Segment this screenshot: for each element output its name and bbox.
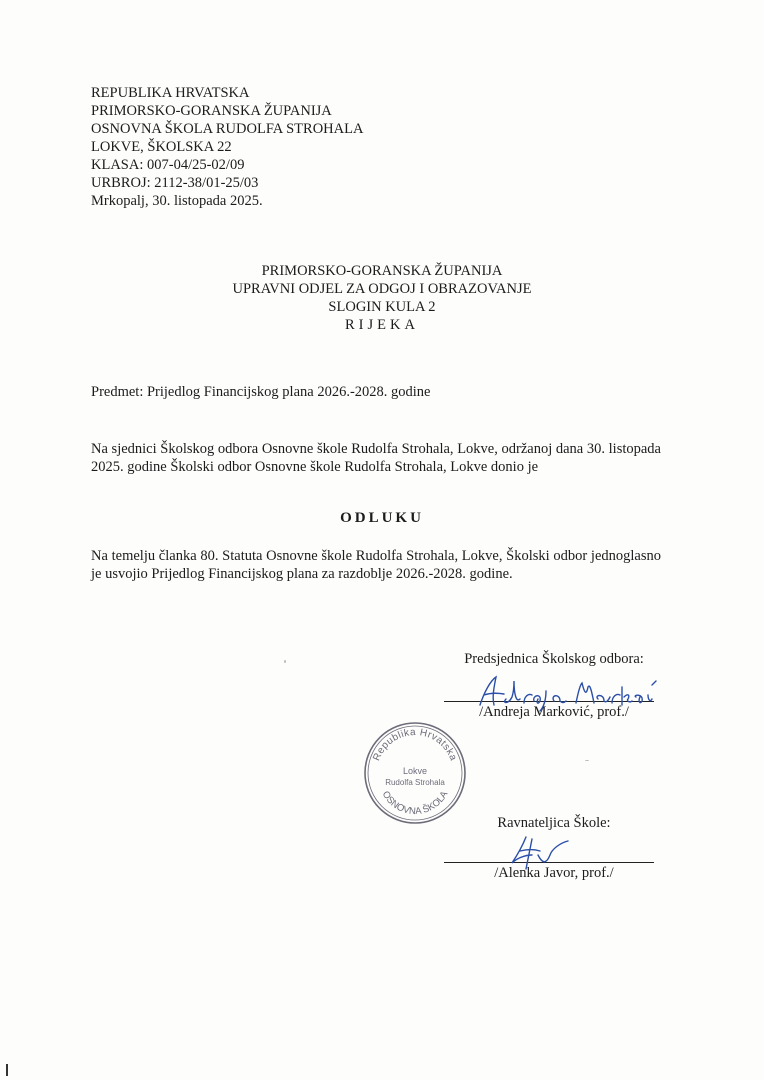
sender-urbroj: URBROJ: 2112-38/01-25/03 — [91, 175, 259, 191]
principal-signature-block — [444, 815, 664, 881]
sender-county: PRIMORSKO-GORANSKA ŽUPANIJA — [91, 103, 332, 119]
recipient-county: PRIMORSKO-GORANSKA ŽUPANIJA — [261, 263, 503, 279]
sender-school: OSNOVNA ŠKOLA RUDOLFA STROHALA — [91, 121, 364, 137]
decision-title: ODLUKU — [340, 510, 424, 526]
stamp-inner-line-2: Rudolfa Strohala — [385, 778, 445, 787]
recipient-street: SLOGIN KULA 2 — [328, 299, 436, 315]
decision-paragraph: Na temelju članka 80. Statuta Osnovne škole Rudolfa Strohala, Lokve, Školski odbor jednoglasno je usvojio Prijedlog Financijskog plana za razdoblje 2026.-2028. godine. — [91, 548, 661, 582]
sender-header — [91, 84, 363, 210]
scan-speck — [284, 660, 286, 663]
sender-country: REPUBLIKA HRVATSKA — [91, 85, 250, 101]
board-president-signature-block — [444, 651, 664, 720]
stamp-outer-text: Republika Hrvatska — [371, 726, 459, 763]
sender-klasa: KLASA: 007-04/25-02/09 — [91, 157, 245, 173]
sender-place-date: Mrkopalj, 30. listopada 2025. — [91, 193, 263, 209]
sender-address: LOKVE, ŠKOLSKA 22 — [91, 139, 232, 155]
recipient-city: RIJEKA — [345, 317, 419, 333]
scan-speck — [585, 760, 589, 761]
intro-paragraph: Na sjednici Školskog odbora Osnovne škole Rudolfa Strohala, Lokve, održanoj dana 30. listopada 2025. godine Školski odbor Osnovne škole Rudolfa Strohala, Lokve donio je — [91, 441, 661, 475]
board-president-title: Predsjednica Školskog odbora: — [464, 651, 644, 667]
subject-line: Predmet: Prijedlog Financijskog plana 2026.-2028. godine — [91, 384, 431, 400]
school-stamp — [362, 720, 468, 826]
handwritten-signature-andreja — [472, 673, 662, 713]
stamp-inner-line-1: Lokve — [402, 766, 428, 776]
handwritten-signature-alenka — [506, 833, 576, 873]
svg-text:Republika Hrvatska — [371, 727, 458, 763]
board-president-name: /Andreja Marković, prof./ — [479, 704, 629, 720]
stamp-bottom-text: OSNOVNA ŠKOLA — [379, 789, 451, 818]
scan-edge-mark — [6, 1064, 8, 1076]
principal-name: /Alenka Javor, prof./ — [494, 865, 614, 881]
recipient-department: UPRAVNI ODJEL ZA ODGOJ I OBRAZOVANJE — [232, 281, 532, 297]
principal-title: Ravnateljica Škole: — [497, 815, 611, 831]
recipient-block — [0, 262, 764, 334]
